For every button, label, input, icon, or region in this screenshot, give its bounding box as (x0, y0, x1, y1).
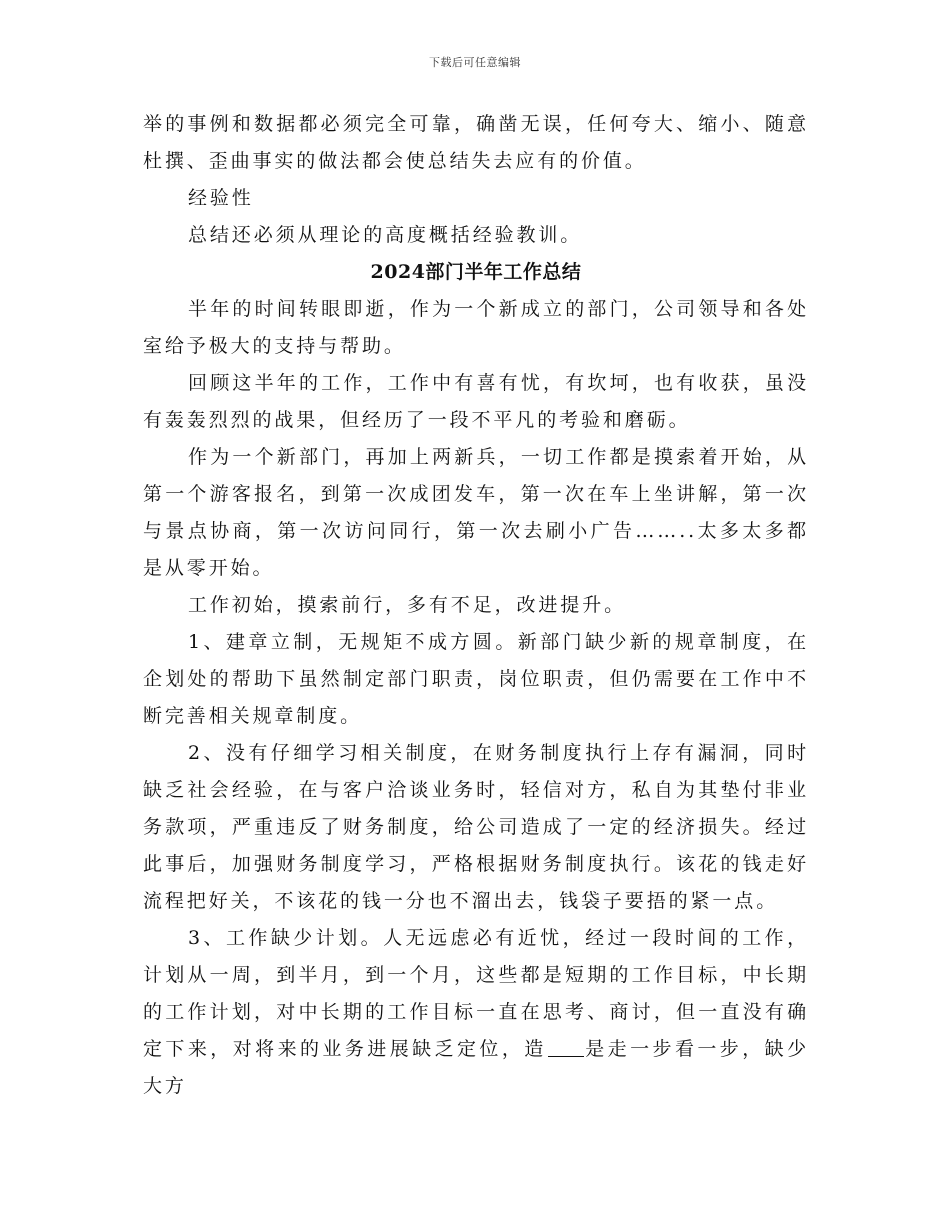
document-body (143, 106, 809, 1105)
paragraph: 总结还必须从理论的高度概括经验教训。 (188, 224, 583, 246)
fill-in-blank (548, 1040, 584, 1057)
paragraph: 举的事例和数据都必须完全可靠，确凿无误，任何夸大、缩小、随意杜撰、歪曲事实的做法都会使总结失去应有的价值。 (143, 113, 809, 172)
paragraph: 半年的时间转眼即逝，作为一个新成立的部门，公司领导和各处室给予极大的支持与帮助。 (143, 298, 809, 357)
page-header: 下载后可任意编辑 (429, 56, 521, 69)
paragraph: 回顾这半年的工作，工作中有喜有忧，有坎坷，也有收获，虽没有轰轰烈烈的战果，但经历了一段不平凡的考验和磨砺。 (143, 372, 809, 431)
paragraph-item-1: 1、建章立制，无规矩不成方圆。新部门缺少新的规章制度，在企划处的帮助下虽然制定部门职责，岗位职责，但仍需要在工作中不断完善相关规章制度。 (143, 631, 809, 727)
paragraph-item-2: 2、没有仔细学习相关制度，在财务制度执行上存有漏洞，同时缺乏社会经验，在与客户洽谈业务时，轻信对方，私自为其垫付非业务款项，严重违反了财务制度，给公司造成了一定的经济损失。经过此事后，加强财务制度学习，严格根据财务制度执行。该花的钱走好流程把好关，不该花的钱一分也不溜出去，钱袋子要捂的紧一点。 (143, 742, 809, 912)
paragraph: 作为一个新部门，再加上两新兵，一切工作都是摸索着开始，从第一个游客报名，到第一次成团发车，第一次在车上坐讲解，第一次与景点协商，第一次访问同行，第一次去刷小广告……..太多太多都是从零开始。 (143, 446, 809, 579)
paragraph: 工作初始，摸索前行，多有不足，改进提升。 (188, 594, 627, 616)
paragraph-text: 3、工作缺少计划。人无远虑必有近忧，经过一段时间的工作，计划从一周，到半月，到一个月，这些都是短期的工作目标，中长期的工作计划，对中长期的工作目标一直在思考、商讨，但一直没有确定下来，对将来的业务进展缺乏定位，造 (143, 927, 809, 1060)
document-title: 2024部门半年工作总结 (370, 261, 582, 283)
paragraph-text: 是走一步看一步，缺少大方 (143, 1038, 809, 1097)
paragraph-heading-experience: 经验性 (188, 187, 254, 209)
paragraph-item-3 (143, 920, 809, 1105)
